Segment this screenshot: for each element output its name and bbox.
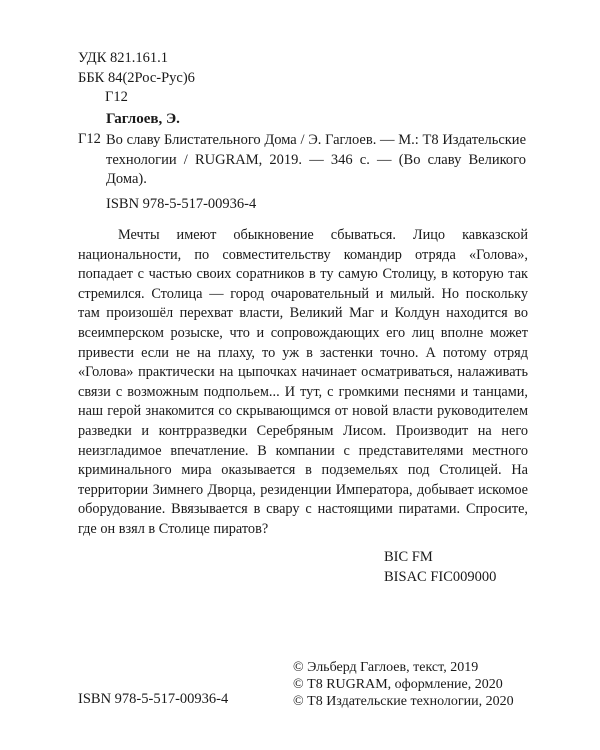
copyright-line: © Эльберд Гаглоев, текст, 2019 <box>293 660 479 675</box>
copyright-line: © Т8 RUGRAM, оформление, 2020 <box>293 677 503 692</box>
bic-code: BIC FM <box>384 549 433 565</box>
isbn-bottom: ISBN 978-5-517-00936-4 <box>78 691 229 707</box>
annotation-text: Мечты имеют обыкновение сбываться. Лицо кавказской национальности, по совместительству командир отряда «Голова», попадает с частью своих соратников в ту самую Столицу, в которую так стремился. Столица — город очаровательный и милый. Но поскольку там произошёл перехват власти, Великий Маг и Колдун находится во всеимперском розыске, что и сопровождающих его лиц вполне может привести если не на плаху, то уж в застенки точно. А потому отряд «Голова» практически на цыпочках начинает осматриваться, налаживать связи с возможным подпольем... И тут, с громкими песнями и танцами, наш герой знакомится со скрывающимся от новой власти руководителем разведки и контрразведки Серебряным Лисом. Производит на него неизгладимое впечатление. В компании с представителями местного криминального мира оказывается в подземельях под Столицей. На территории Зимнего Дворца, резиденции Императора, добывает искомое оборудование. Ввязывается в свару с настоящими пиратами. Спросите, где он взял в Столице пиратов? <box>78 227 528 537</box>
copyright-line: © Т8 Издательские технологии, 2020 <box>293 694 514 709</box>
classification-codes <box>78 49 195 108</box>
author-heading: Гаглоев, Э. <box>106 111 180 127</box>
bisac-code: BISAC FIC009000 <box>384 569 497 585</box>
copyright-block <box>293 659 514 710</box>
subject-codes <box>384 547 496 587</box>
shelf-mark: Г12 <box>78 131 101 147</box>
author-sign: Г12 <box>105 89 128 105</box>
isbn-top: ISBN 978-5-517-00936-4 <box>106 196 257 212</box>
udk-code: УДК 821.161.1 <box>78 50 168 66</box>
bibliographic-description: Во славу Блистательного Дома / Э. Гаглоев. — М.: Т8 Издательские технологии / RUGRAM, 2019. — 346 с. — (Во славу Великого Дома). <box>106 132 526 187</box>
bbk-code: ББК 84(2Рос-Рус)6 <box>78 69 195 86</box>
